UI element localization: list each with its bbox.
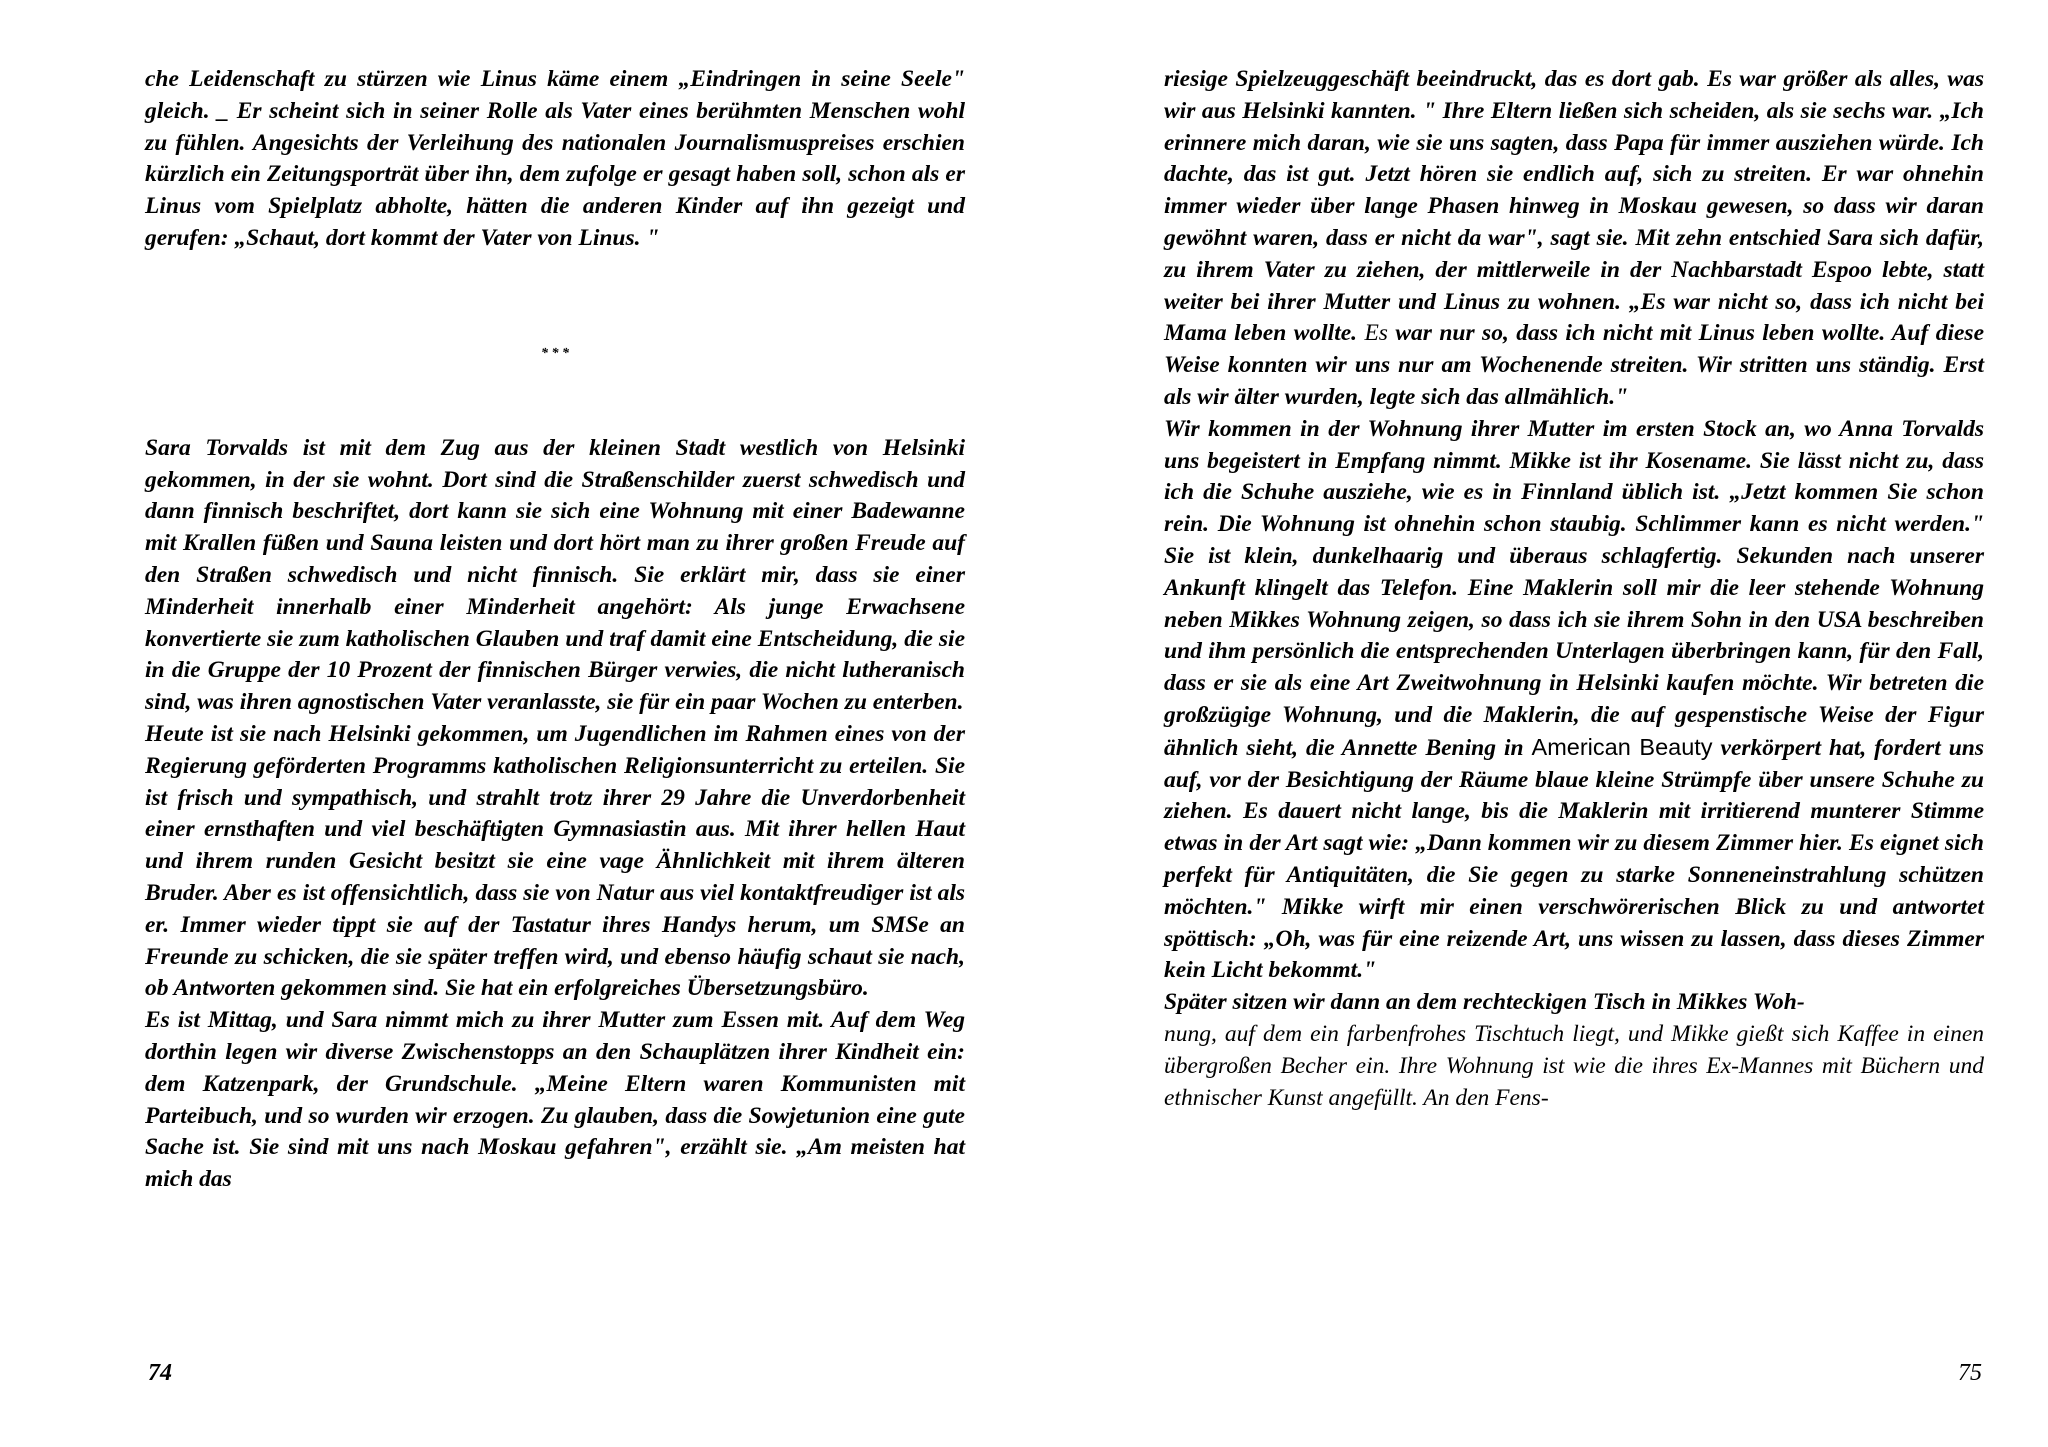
page-number: 75 bbox=[1958, 1360, 1982, 1386]
page-number: 74 bbox=[148, 1360, 172, 1386]
paragraph-3: Heute ist sie nach Helsinki gekommen, um Jugendlichen im Rahmen eines von der Regierung geförderten Programms katholischen Religionsunterricht zu erteilen. Sie ist frisch und sympathisch, und strahlt trotz ihrer 29 Jahre die Unverdorbenheit einer ernsthaften und viel beschäftigten Gymnasiastin aus. Mit ihrer hellen Haut und ihrem runden Gesicht besitzt sie eine vage Ähnlichkeit mit ihrem älteren Bruder. Aber es ist offensichtlich, dass sie von Natur aus viel kontaktfreudiger ist als er. Immer wieder tippt sie auf der Tastatur ihres Handys herum, um SMSe an Freunde zu schicken, die sie später treffen wird, und ebenso häufig schaut sie nach, ob Antworten gekommen sind. Sie hat ein erfolgreiches Übersetzungsbüro. bbox=[145, 720, 965, 1002]
paragraph-1-part-b: war nur so, dass ich nicht mit Linus leben wollte. Auf diese Weise konnten wir uns nur am Wochenende streiten. Wir stritten uns ständig. Erst als wir älter wurden, legte sich das allmählich." bbox=[1164, 320, 1985, 410]
right-page bbox=[1024, 0, 2048, 1447]
paragraph-1: che Leidenschaft zu stürzen wie Linus käme einem „Eindringen in seine Seele" gleich. _ Er scheint sich in seiner Rolle als Vater eines berühmten Menschen wohl zu fühlen. Angesichts der Verleihung des nationalen Journalismuspreises erschien kürzlich ein Zeitungsporträt über ihn, dem zufolge er gesagt haben soll, schon als er Linus vom Spielplatz abholte, hätten die anderen Kinder auf ihn gezeigt und gerufen: „Schaut, dort kommt der Vater von Linus. " bbox=[145, 66, 965, 251]
left-text-column bbox=[145, 64, 965, 1196]
right-text-column bbox=[1164, 64, 1984, 1114]
section-separator: * * * bbox=[541, 345, 569, 361]
paragraph-4: Es ist Mittag, und Sara nimmt mich zu ihrer Mutter zum Essen mit. Auf dem Weg dorthin legen wir diverse Zwischenstopps an den Schauplätzen ihrer Kindheit ein: dem Katzenpark, der Grundschule. „Meine Eltern waren Kommunisten mit Parteibuch, und so wurden wir erzogen. Zu glauben, dass die Sowjetunion eine gute Sache ist. Sie sind mit uns nach Moskau gefahren", erzählt sie. „Am meisten hat mich das bbox=[145, 1007, 965, 1193]
paragraph-1-word-es: Es bbox=[1364, 320, 1388, 347]
paragraph-1-part-a: riesige Spielzeuggeschäft beeindruckt, das es dort gab. Es war größer als alles, was wir aus Helsinki kannten. " Ihre Eltern ließen sich scheiden, als sie sechs war. „Ich erinnere mich daran, wie sie uns sagten, dass Papa für immer ausziehen würde. Ich dachte, das ist gut. Jetzt hören sie endlich auf, sich zu streiten. Er war ohnehin immer wieder über lange Phasen hinweg in Moskau gewesen, so dass wir daran gewöhnt waren, dass er nicht da war", sagt sie. Mit zehn entschied Sara sich dafür, zu ihrem Vater zu ziehen, der mittlerweile in der Nachbarstadt Espoo lebte, statt weiter bei ihrer Mutter und Linus zu wohnen. „Es war nicht so, dass ich nicht bei Mama leben wollte. bbox=[1164, 66, 1984, 347]
movie-title: American Beauty bbox=[1531, 733, 1713, 760]
paragraph-2: Sara Torvalds ist mit dem Zug aus der kleinen Stadt westlich von Helsinki gekommen, in der sie wohnt. Dort sind die Straßenschilder zuerst schwedisch und dann finnisch beschriftet, dort kann sie sich eine Wohnung mit einer Badewanne mit Krallen füßen und Sauna leisten und dort hört man zu ihrer großen Freude auf den Straßen schwedisch und nicht finnisch. Sie erklärt mir, dass sie einer Minderheit innerhalb einer Minderheit angehört: Als junge Erwachsene konvertierte sie zum katholischen Glauben und traf damit eine Entscheidung, die sie in die Gruppe der 10 Prozent der finnischen Bürger verwies, die nicht lutheranisch sind, was ihren agnostischen Vater veranlasste, sie für ein paar Wochen zu enterben. bbox=[145, 434, 965, 716]
paragraph-2-part-a: Wir kommen in der Wohnung ihrer Mutter im ersten Stock an, wo Anna Torvalds uns begeistert in Empfang nimmt. Mikke ist ihr Kosename. Sie lässt nicht zu, dass ich die Schuhe ausziehe, wie es in Finnland üblich ist. „Jetzt kommen Sie schon rein. Die Wohnung ist ohnehin schon staubig. Schlimmer kann es nicht werden." Sie ist klein, dunkelhaarig und überaus schlagfertig. Sekunden nach unserer Ankunft klingelt das Telefon. Eine Maklerin soll mir die leer stehende Wohnung neben Mikkes Wohnung zeigen, so dass ich sie ihrem Sohn in den USA beschreiben und ihm persönlich die entsprechenden Unterlagen überbringen kann, für den Fall, dass er sie als eine Art Zweitwohnung in Helsinki kaufen möchte. Wir betreten die großzügige Wohnung, und die Maklerin, die auf gespenstische Weise der Figur ähnlich sieht, die Annette Bening in bbox=[1164, 415, 1984, 761]
paragraph-3-light: nung, auf dem ein farbenfrohes Tischtuch liegt, und Mikke gießt sich Kaffee in einen übergroßen Becher ein. Ihre Wohnung ist wie die ihres Ex-Mannes mit Büchern und ethnischer Kunst angefüllt. An den Fens- bbox=[1164, 1020, 1984, 1111]
paragraph-2 bbox=[1164, 414, 1984, 987]
paragraph-1 bbox=[1164, 64, 1984, 414]
paragraph-3-bold: Später sitzen wir dann an dem rechteckigen Tisch in Mikkes Woh- bbox=[1164, 989, 1805, 1016]
paragraph-2-part-b: verkörpert hat, fordert uns auf, vor der Besichtigung der Räume blaue kleine Strümpfe über unsere Schuhe zu ziehen. Es dauert nicht lange, bis die Maklerin mit irritierend munterer Stimme etwas in der Art sagt wie: „Dann kommen wir zu diesem Zimmer hier. Es eignet sich perfekt für Antiquitäten, die Sie gegen zu starke Sonneneinstrahlung schützen möchten." Mikke wirft mir einen verschwörerischen Blick zu und antwortet spöttisch: „Oh, was für eine reizende Art, uns wissen zu lassen, dass dieses Zimmer kein Licht bekommt." bbox=[1164, 734, 1985, 984]
